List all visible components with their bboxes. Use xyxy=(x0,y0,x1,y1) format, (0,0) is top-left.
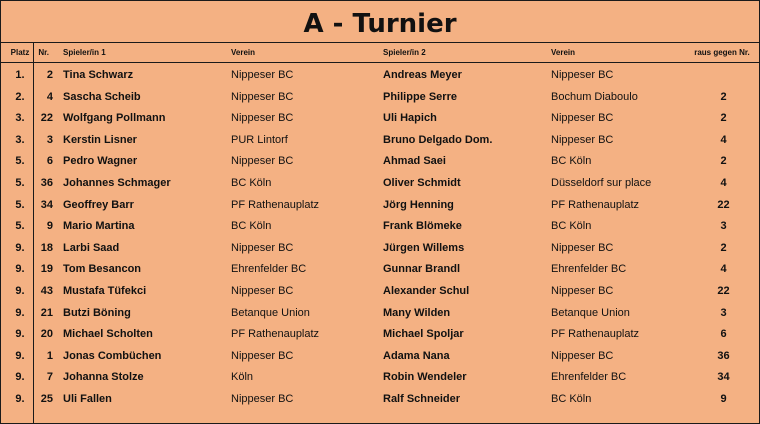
platz-cell: 9. xyxy=(15,241,25,254)
club1-cell: PF Rathenauplatz xyxy=(231,328,320,341)
raus-cell: 9 xyxy=(720,393,727,405)
table-row xyxy=(1,151,759,173)
nr-cell: 20 xyxy=(40,328,53,341)
club2-cell: Nippeser BC xyxy=(551,133,614,146)
club2-cell: Nippeser BC xyxy=(551,349,614,362)
header-spieler2: Spieler/in 2 xyxy=(383,48,426,57)
platz-cell: 1. xyxy=(15,69,25,81)
header-nr: Nr. xyxy=(38,48,49,57)
nr-cell: 9 xyxy=(46,220,53,233)
player1-cell: Geoffrey Barr xyxy=(63,198,134,211)
club2-cell: Bochum Diaboulo xyxy=(551,90,638,103)
nr-cell: 18 xyxy=(40,241,53,254)
table-row xyxy=(1,367,759,389)
table-row xyxy=(1,87,759,109)
platz-cell: 5. xyxy=(15,177,25,189)
platz-cell: 5. xyxy=(15,220,25,233)
table-row xyxy=(1,216,759,238)
platz-cell: 5. xyxy=(15,155,25,168)
club1-cell: Nippeser BC xyxy=(231,393,294,405)
nr-cell: 25 xyxy=(40,393,53,405)
raus-cell: 4 xyxy=(720,177,727,189)
club1-cell: Nippeser BC xyxy=(231,69,294,81)
table-row xyxy=(1,195,759,217)
raus-cell: 34 xyxy=(717,371,730,384)
header-platz: Platz xyxy=(10,48,30,57)
player1-cell: Johanna Stolze xyxy=(63,371,144,384)
raus-cell: 2 xyxy=(720,155,727,168)
player2-cell: Ralf Schneider xyxy=(383,393,461,405)
club1-cell: BC Köln xyxy=(231,177,272,189)
player1-cell: Wolfgang Pollmann xyxy=(63,112,166,125)
raus-cell: 22 xyxy=(717,198,730,211)
raus-cell: 3 xyxy=(720,306,727,319)
raus-cell: 2 xyxy=(720,90,727,103)
nr-cell: 7 xyxy=(46,371,53,384)
club2-cell: Nippeser BC xyxy=(551,285,614,297)
player2-cell: Many Wilden xyxy=(383,306,451,319)
nr-cell: 34 xyxy=(40,198,53,211)
club1-cell: Nippeser BC xyxy=(231,90,294,103)
player1-cell: Michael Scholten xyxy=(63,328,153,341)
player2-cell: Oliver Schmidt xyxy=(383,177,461,189)
player2-cell: Frank Blömeke xyxy=(383,220,462,233)
table-row xyxy=(1,346,759,368)
club1-cell: Betanque Union xyxy=(231,306,310,319)
club1-cell: BC Köln xyxy=(231,220,272,233)
player2-cell: Jörg Henning xyxy=(383,198,454,211)
club2-cell: BC Köln xyxy=(551,393,592,405)
player2-cell: Alexander Schul xyxy=(383,285,470,297)
raus-cell: 4 xyxy=(720,133,727,146)
club2-cell: PF Rathenauplatz xyxy=(551,198,640,211)
raus-cell: 4 xyxy=(720,263,727,276)
player2-cell: Uli Hapich xyxy=(383,112,437,125)
club1-cell: PF Rathenauplatz xyxy=(231,198,320,211)
club2-cell: Düsseldorf sur place xyxy=(551,177,652,189)
club1-cell: PUR Lintorf xyxy=(231,133,288,146)
table-row xyxy=(1,259,759,281)
nr-cell: 6 xyxy=(46,155,53,168)
divider xyxy=(1,42,759,43)
platz-cell: 9. xyxy=(15,285,25,297)
player1-cell: Uli Fallen xyxy=(63,393,112,405)
player2-cell: Philippe Serre xyxy=(383,90,457,103)
nr-cell: 43 xyxy=(40,285,53,297)
platz-cell: 3. xyxy=(15,112,25,125)
player1-cell: Tom Besancon xyxy=(63,263,142,276)
club2-cell: Nippeser BC xyxy=(551,241,614,254)
club1-cell: Nippeser BC xyxy=(231,241,294,254)
player1-cell: Mario Martina xyxy=(63,220,135,233)
platz-cell: 9. xyxy=(15,263,25,276)
table-row xyxy=(1,108,759,130)
raus-cell: 2 xyxy=(720,241,727,254)
nr-cell: 2 xyxy=(46,69,53,81)
player1-cell: Kerstin Lisner xyxy=(63,133,137,146)
nr-cell: 21 xyxy=(40,306,53,319)
club1-cell: Nippeser BC xyxy=(231,349,294,362)
table-row xyxy=(1,281,759,303)
club2-cell: Betanque Union xyxy=(551,306,630,319)
table-row xyxy=(1,389,759,411)
table-row xyxy=(1,324,759,346)
player2-cell: Ahmad Saei xyxy=(383,155,446,168)
page-title: A - Turnier xyxy=(303,9,457,39)
club2-cell: Ehrenfelder BC xyxy=(551,371,627,384)
player1-cell: Tina Schwarz xyxy=(63,69,134,81)
raus-cell: 2 xyxy=(720,112,727,125)
divider xyxy=(1,62,759,63)
player1-cell: Mustafa Tüfekci xyxy=(63,285,147,297)
table-row xyxy=(1,130,759,152)
table-row xyxy=(1,303,759,325)
club2-cell: Nippeser BC xyxy=(551,69,614,81)
header-raus: raus gegen Nr. xyxy=(694,48,750,57)
platz-cell: 9. xyxy=(15,371,25,384)
club1-cell: Köln xyxy=(231,371,254,384)
nr-cell: 36 xyxy=(40,177,53,189)
club1-cell: Nippeser BC xyxy=(231,155,294,168)
nr-cell: 3 xyxy=(46,133,53,146)
player2-cell: Jürgen Willems xyxy=(383,241,465,254)
club1-cell: Nippeser BC xyxy=(231,112,294,125)
raus-cell: 6 xyxy=(720,328,727,341)
platz-cell: 5. xyxy=(15,198,25,211)
table-row xyxy=(1,173,759,195)
player2-cell: Robin Wendeler xyxy=(383,371,467,384)
raus-cell: 36 xyxy=(717,349,730,362)
player2-cell: Andreas Meyer xyxy=(383,69,462,81)
player1-cell: Jonas Combüchen xyxy=(63,349,162,362)
club2-cell: Ehrenfelder BC xyxy=(551,263,627,276)
platz-cell: 9. xyxy=(15,393,25,405)
player1-cell: Larbi Saad xyxy=(63,241,120,254)
platz-cell: 2. xyxy=(15,90,25,103)
nr-cell: 19 xyxy=(40,263,53,276)
nr-cell: 22 xyxy=(40,112,53,125)
club2-cell: PF Rathenauplatz xyxy=(551,328,640,341)
header-verein2: Verein xyxy=(551,48,576,57)
nr-cell: 1 xyxy=(46,349,53,362)
nr-cell: 4 xyxy=(46,90,53,103)
raus-cell: 3 xyxy=(720,220,727,233)
table-row xyxy=(1,65,759,87)
player1-cell: Sascha Scheib xyxy=(63,90,141,103)
player2-cell: Bruno Delgado Dom. xyxy=(383,133,493,146)
platz-cell: 9. xyxy=(15,328,25,341)
player1-cell: Pedro Wagner xyxy=(63,155,138,168)
club1-cell: Ehrenfelder BC xyxy=(231,263,307,276)
header-spieler1: Spieler/in 1 xyxy=(63,48,106,57)
header-verein1: Verein xyxy=(231,48,256,57)
player1-cell: Butzi Böning xyxy=(63,306,131,319)
club1-cell: Nippeser BC xyxy=(231,285,294,297)
club2-cell: BC Köln xyxy=(551,155,592,168)
player2-cell: Adama Nana xyxy=(383,349,450,362)
player2-cell: Michael Spoljar xyxy=(383,328,464,341)
player2-cell: Gunnar Brandl xyxy=(383,263,461,276)
platz-cell: 3. xyxy=(15,133,25,146)
player1-cell: Johannes Schmager xyxy=(63,177,171,189)
platz-cell: 9. xyxy=(15,349,25,362)
raus-cell: 22 xyxy=(717,285,730,297)
club2-cell: Nippeser BC xyxy=(551,112,614,125)
platz-cell: 9. xyxy=(15,306,25,319)
club2-cell: BC Köln xyxy=(551,220,592,233)
table-row xyxy=(1,238,759,260)
